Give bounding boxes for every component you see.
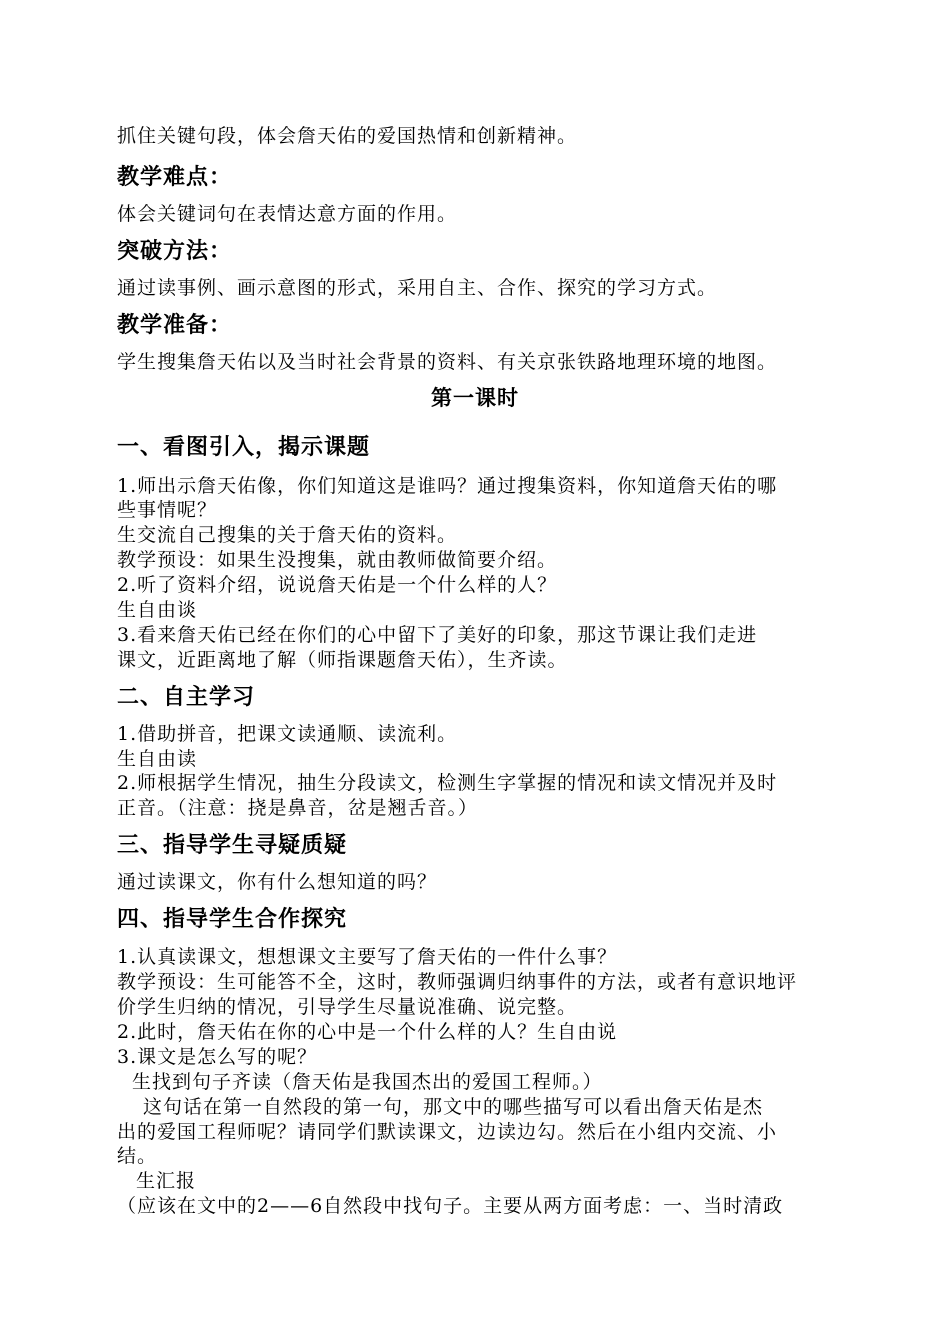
paragraph-line: （应该在文中的2——6自然段中找句子。主要从两方面考虑：一、当时清政	[117, 1195, 784, 1217]
paragraph-line: 通过读事例、画示意图的形式，采用自主、合作、探究的学习方式。	[117, 277, 718, 299]
paragraph-line: 生找到句子齐读（詹天佑是我国杰出的爱国工程师。）	[132, 1071, 603, 1093]
section-heading-1: 一、看图引入，揭示课题	[117, 435, 371, 460]
paragraph-line: 2.此时，詹天佑在你的心中是一个什么样的人？生自由说	[117, 1021, 618, 1043]
paragraph-line: 正音。（注意：挠是鼻音，岔是翘舌音。）	[117, 797, 479, 819]
heading-teaching-difficulty: 教学难点：	[117, 165, 233, 190]
heading-breakthrough-method: 突破方法：	[117, 239, 233, 264]
paragraph-line: 些事情呢？	[117, 499, 218, 521]
section-heading-4: 四、指导学生合作探究	[117, 907, 348, 932]
section-heading-2: 二、自主学习	[117, 685, 256, 710]
paragraph-line: 价学生归纳的情况，引导学生尽量说准确、说完整。	[117, 996, 578, 1018]
paragraph-line: 学生搜集詹天佑以及当时社会背景的资料、有关京张铁路地理环境的地图。	[117, 351, 778, 373]
paragraph-line: 3.看来詹天佑已经在你们的心中留下了美好的印象，那这节课让我们走进	[117, 624, 758, 646]
paragraph-line: 生自由谈	[117, 599, 198, 621]
paragraph-line: 1.借助拼音，把课文读通顺、读流利。	[117, 723, 458, 745]
paragraph-line: 2.听了资料介绍，说说詹天佑是一个什么样的人？	[117, 574, 558, 596]
heading-teaching-preparation: 教学准备：	[117, 313, 233, 338]
paragraph-line: 1.认真读课文，想想课文主要写了詹天佑的一件什么事？	[117, 946, 618, 968]
paragraph-line: 抓住关键句段，体会詹天佑的爱国热情和创新精神。	[117, 125, 578, 147]
lesson-title: 第一课时	[431, 386, 519, 410]
paragraph-line: 体会关键词句在表情达意方面的作用。	[117, 203, 458, 225]
paragraph-line: 出的爱国工程师呢？请同学们默读课文，边读边勾。然后在小组内交流、小	[117, 1121, 778, 1143]
paragraph-line: 3.课文是怎么写的呢？	[117, 1046, 318, 1068]
paragraph-line: 教学预设：生可能答不全，这时，教师强调归纳事件的方法，或者有意识地评	[117, 971, 798, 993]
paragraph-line: 结。	[117, 1145, 158, 1167]
paragraph-line: 通过读课文，你有什么想知道的吗？	[117, 871, 438, 893]
paragraph-line: 生汇报	[136, 1170, 197, 1192]
paragraph-line: 生交流自己搜集的关于詹天佑的资料。	[117, 524, 458, 546]
paragraph-line: 课文，近距离地了解（师指课题詹天佑），生齐读。	[117, 649, 568, 671]
paragraph-line: 生自由读	[117, 748, 198, 770]
paragraph-line: 教学预设：如果生没搜集，就由教师做简要介绍。	[117, 549, 558, 571]
paragraph-line: 这句话在第一自然段的第一句，那文中的哪些描写可以看出詹天佑是杰	[143, 1096, 764, 1118]
paragraph-line: 2.师根据学生情况，抽生分段读文，检测生字掌握的情况和读文情况并及时	[117, 772, 778, 794]
paragraph-line: 1.师出示詹天佑像，你们知道这是谁吗？通过搜集资料，你知道詹天佑的哪	[117, 475, 778, 497]
section-heading-3: 三、指导学生寻疑质疑	[117, 833, 348, 858]
